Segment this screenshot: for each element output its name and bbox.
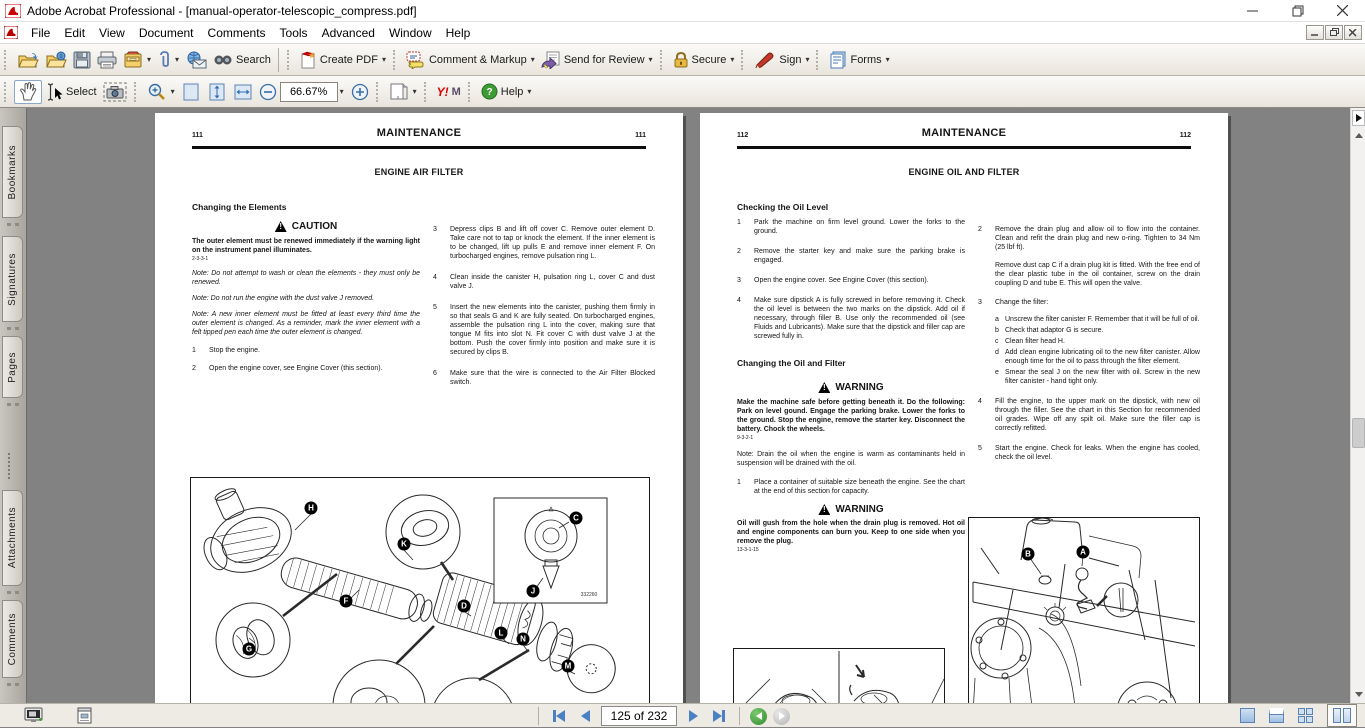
step-number: 4 — [737, 297, 741, 304]
select-tool-button[interactable] — [42, 80, 100, 104]
previous-view-button[interactable] — [750, 708, 767, 725]
step-text: Remove the drain plug and allow oil to flow into the container. Clean and refit the drain plug and new o-ring. Tighten to 34 Nm (25 lbf ft). — [995, 226, 1200, 251]
step-text: Change the filter: — [995, 299, 1049, 306]
help-button[interactable] — [478, 80, 535, 104]
actual-size-button[interactable] — [178, 80, 204, 104]
step-text: Make sure that the wire is connected to the Air Filter Blocked switch. — [450, 370, 655, 386]
numbered-step — [978, 397, 1200, 433]
help-label: Help — [500, 85, 524, 98]
step-number: 5 — [433, 304, 437, 311]
page-number-left: 112 — [737, 132, 749, 139]
chevron-down-icon: ▾ — [527, 87, 532, 96]
file-toolbar — [0, 44, 1365, 76]
toolbar-grip[interactable] — [4, 50, 9, 70]
tab-attachments-label: Attachments — [7, 507, 18, 569]
step-text: Make sure dipstick A is fully screwed in before removing it. Check the oil level is between the two marks on the dipstick. Add oil if necessary, through filler B. Use only the recommended oil (see Fluids and Lubricants). Make sure that the dipstick and filler cap are screwed fully in. — [754, 297, 965, 340]
subsection-heading: Changing the Oil and Filter — [737, 358, 846, 368]
lettered-substep — [978, 368, 1200, 386]
substep-letter: d — [995, 349, 999, 356]
diagram-label: N — [517, 633, 530, 646]
step-text: Open the engine cover, see Engine Cover (this section). — [209, 365, 383, 372]
menu-view[interactable]: View — [99, 25, 125, 40]
pdf-page-111 — [155, 113, 683, 703]
facing-layout-button-selected[interactable] — [1327, 704, 1357, 727]
substep-letter: a — [995, 316, 999, 323]
comment-markup-button[interactable] — [403, 48, 538, 72]
numbered-step — [737, 296, 965, 341]
tab-attachments[interactable] — [2, 490, 23, 586]
numbered-step — [737, 247, 965, 265]
yahoo-messenger-button[interactable] — [434, 80, 464, 104]
tab-comments[interactable] — [2, 600, 23, 678]
substep-letter: c — [995, 338, 999, 345]
window-title: Adobe Acrobat Professional - [manual-operator-telescopic_compress.pdf] — [27, 3, 417, 18]
warning-text: Make the machine safe before getting beneath it. Do the following: Park on level gound. Engage the parking brake. Lower the forks to the ground. Stop the engine, remove the starter key. Disconnect the battery. Chock the wheels. — [737, 399, 965, 433]
lettered-substep — [978, 326, 1200, 335]
step-text: Start the engine. Check for leaks. When the engine has cooled, check the oil level. — [995, 445, 1200, 461]
close-button[interactable] — [1320, 0, 1365, 22]
procedure-ref: 13-3-1-15 — [737, 547, 759, 553]
previous-page-button[interactable] — [575, 707, 595, 725]
last-page-button[interactable] — [709, 707, 729, 725]
snapshot-tool-button[interactable] — [100, 80, 130, 104]
numbered-step — [737, 218, 965, 236]
scrollbar-thumb[interactable] — [1352, 418, 1365, 448]
secure-button[interactable] — [670, 48, 738, 72]
step-number: 4 — [978, 398, 982, 405]
menu-window[interactable]: Window — [388, 25, 432, 40]
reading-mode-icon[interactable] — [77, 707, 92, 724]
tab-signatures-label: Signatures — [7, 252, 18, 306]
page-navigation — [534, 704, 790, 728]
open-button[interactable] — [14, 48, 42, 72]
numbered-step — [192, 364, 420, 373]
numbered-step — [433, 303, 655, 357]
mdi-minimize-button[interactable] — [1306, 25, 1324, 40]
note-text: Note: Do not attempt to wash or clean the elements - they must only be renewed. — [192, 270, 420, 286]
print-button[interactable] — [94, 48, 120, 72]
section-title: ENGINE OIL AND FILTER — [908, 167, 1020, 177]
step-text: Fill the engine, to the upper mark on the dipstick, with new oil through the filler. See the chart in this Section for recommended oil grades. Wipe off any spilt oil. Make sure the filler cap is correctly refitted. — [995, 398, 1200, 432]
diagram-label: A — [1077, 546, 1090, 559]
select-tool-label: Select — [66, 85, 97, 98]
toolbar-grip[interactable] — [741, 50, 746, 70]
running-header: MAINTENANCE — [376, 127, 462, 139]
step-text: Clean inside the canister H, pulsation ring L, cover C and dust valve J. — [450, 274, 655, 290]
substep-text: Unscrew the filter canister F. Remember that it will be full of oil. — [1005, 316, 1200, 323]
email-button[interactable] — [182, 48, 210, 72]
single-page-layout-button[interactable] — [1240, 708, 1255, 723]
numbered-step — [433, 225, 655, 261]
step-text: Remove dust cap C if a drain plug kit is fitted. With the free end of the clear plastic tube in the oil container, screw on the drain coupling D and tube E. This will open the valve. — [995, 262, 1200, 287]
menu-comments[interactable]: Comments — [207, 25, 266, 40]
diagram-label: C — [570, 512, 583, 525]
section-title: ENGINE AIR FILTER — [374, 167, 464, 177]
step-number: 2 — [978, 226, 982, 233]
step-number: 2 — [737, 248, 741, 255]
step-number: 1 — [737, 219, 741, 226]
procedure-ref: 2-3-3-1 — [192, 256, 209, 262]
page111-left-column — [192, 203, 420, 373]
subsection-heading: Changing the Elements — [192, 202, 287, 212]
zoom-tool-button[interactable] — [144, 80, 178, 104]
diagram-label: H — [305, 502, 318, 515]
scroll-up-button[interactable] — [1351, 128, 1365, 142]
search-button[interactable] — [210, 48, 274, 72]
page-layout-button[interactable] — [386, 80, 420, 104]
tab-pages[interactable] — [2, 336, 23, 398]
warning-triangle-icon — [818, 504, 830, 515]
step-number: 3 — [737, 277, 741, 284]
diagram-label: K — [398, 538, 411, 551]
numbered-step — [978, 225, 1200, 252]
zoom-level-value: 66.67% — [289, 85, 328, 98]
title-bar — [0, 0, 1365, 22]
page-number-left: 111 — [192, 132, 203, 139]
page-number-right: 111 — [635, 132, 646, 139]
acrobat-app-icon — [5, 4, 21, 18]
zoom-in-button[interactable] — [348, 80, 372, 104]
status-bar — [0, 703, 1365, 727]
pdf-page-112 — [700, 113, 1228, 703]
next-view-button[interactable] — [773, 708, 790, 725]
page-number-field[interactable] — [601, 706, 677, 726]
hide-pane-button[interactable] — [1352, 110, 1365, 126]
substep-text: Add clean engine lubricating oil to the new filter canister. Allow enough time for the oil to pass through the filter element. — [1005, 349, 1200, 365]
acrobat-doc-icon — [4, 26, 18, 39]
hand-tool-button[interactable] — [14, 80, 42, 104]
vertical-scrollbar[interactable] — [1350, 108, 1365, 703]
step-number: 6 — [433, 370, 437, 377]
step-text: Remove the starter key and make sure the parking brake is engaged. — [754, 248, 965, 264]
substep-text: Smear the seal J on the new filter with oil. Screw in the new filter canister - hand tight only. — [1005, 369, 1200, 385]
chevron-down-icon: ▾ — [381, 55, 386, 64]
zoom-out-button[interactable] — [256, 80, 280, 104]
chevron-down-icon: ▾ — [175, 55, 180, 64]
lettered-substep — [978, 348, 1200, 366]
numbered-step — [978, 444, 1200, 462]
warning-triangle-icon — [818, 382, 830, 393]
view-toolbar — [0, 76, 1365, 108]
air-filter-diagram — [190, 477, 650, 703]
menu-document[interactable]: Document — [138, 25, 194, 40]
attach-button[interactable] — [154, 48, 182, 72]
chevron-down-icon: ▾ — [648, 55, 653, 64]
drain-plug-illustration — [734, 649, 944, 703]
substep-letter: e — [995, 369, 999, 376]
warning-label: WARNING — [835, 382, 884, 393]
numbered-step — [433, 273, 655, 291]
caution-text: The outer element must be renewed immediately if the warning light on the instrument panel illuminates. — [192, 238, 420, 254]
save-button[interactable] — [70, 48, 94, 72]
navigation-pane-tabs — [0, 108, 27, 703]
procedure-ref: 9-3-2-1 — [737, 435, 754, 441]
drain-plug-diagram — [733, 648, 945, 703]
search-label: Search — [236, 53, 271, 66]
organizer-button[interactable] — [120, 48, 154, 72]
step-number: 1 — [192, 347, 196, 354]
minimize-button[interactable] — [1230, 0, 1275, 22]
step-number: 3 — [978, 299, 982, 306]
toolbar-grip[interactable] — [468, 82, 473, 102]
page-number-right: 112 — [1179, 132, 1191, 139]
toolbar-grip[interactable] — [134, 82, 139, 102]
open-web-button[interactable] — [42, 48, 70, 72]
create-pdf-label: Create PDF — [319, 53, 378, 66]
tab-comments-label: Comments — [7, 612, 18, 666]
secure-label: Secure — [691, 53, 727, 66]
tab-signatures[interactable] — [2, 236, 23, 322]
toolbar-grip[interactable] — [816, 50, 821, 70]
svg-text:?: ? — [486, 87, 493, 98]
step-text: Open the engine cover. See Engine Cover (this section). — [754, 277, 929, 284]
step-number: 4 — [433, 274, 437, 281]
step-number: 2 — [192, 365, 196, 372]
header-rule — [192, 146, 646, 149]
substep-text: Clean filter head H. — [1005, 338, 1065, 345]
diagram-label: D — [458, 600, 471, 613]
header-rule — [737, 146, 1191, 149]
chevron-down-icon: ▾ — [730, 55, 735, 64]
mdi-restore-button[interactable] — [1325, 25, 1343, 40]
lettered-substep — [978, 337, 1200, 346]
expand-right-icon — [1356, 114, 1362, 122]
step-number: 3 — [433, 226, 437, 233]
next-page-button[interactable] — [683, 707, 703, 725]
caution-label: CAUTION — [291, 221, 338, 232]
chevron-down-icon: ▾ — [530, 55, 535, 64]
toolbar-grip[interactable] — [660, 50, 665, 70]
tab-pages-label: Pages — [7, 351, 18, 383]
page-layout-switcher — [1240, 704, 1357, 727]
running-header: MAINTENANCE — [921, 127, 1007, 139]
send-for-review-button[interactable] — [538, 48, 656, 72]
forms-button[interactable] — [826, 48, 892, 72]
note-text: Note: Do not run the engine with the dust valve J removed. — [192, 295, 375, 302]
chevron-down-icon: ▾ — [885, 55, 890, 64]
first-page-button[interactable] — [549, 707, 569, 725]
diagram-label: F — [340, 595, 353, 608]
ym-label-suffix: M — [451, 85, 461, 98]
diagram-label: B — [1022, 548, 1035, 561]
toolbar-grip[interactable] — [287, 50, 292, 70]
air-filter-illustration — [191, 478, 649, 703]
step-continuation — [978, 261, 1200, 288]
sign-button[interactable] — [751, 48, 812, 72]
toolbar-grip[interactable] — [393, 50, 398, 70]
continuous-facing-layout-button[interactable] — [1298, 708, 1313, 723]
step-text: Park the machine on firm level ground. Lower the forks to the ground. — [754, 219, 965, 235]
toolbar-grip[interactable] — [376, 82, 381, 102]
step-text: Stop the engine. — [209, 347, 260, 354]
numbered-step — [737, 276, 965, 285]
fit-width-button[interactable] — [230, 80, 256, 104]
create-pdf-button[interactable] — [297, 48, 389, 72]
page112-left-column — [737, 203, 965, 553]
diagram-label: L — [495, 627, 508, 640]
chevron-down-icon: ▾ — [805, 55, 810, 64]
figure-ref-number: 332260 — [580, 592, 598, 598]
tab-bookmarks-label: Bookmarks — [7, 144, 18, 200]
note-text: Note: A new inner element must be fitted at least every third time the outer element is changed. As a reminder, mark the inner element with a felt tipped pen each time the outer element is changed. — [192, 311, 420, 336]
step-number: 5 — [978, 445, 982, 452]
restore-button[interactable] — [1275, 0, 1320, 22]
zoom-dropdown-icon[interactable]: ▾ — [339, 87, 344, 96]
menu-advanced[interactable]: Advanced — [321, 25, 375, 40]
toolbar-grip[interactable] — [424, 82, 429, 102]
numbered-step — [192, 346, 420, 355]
ym-label-prefix: Y! — [436, 84, 449, 99]
page112-right-column — [978, 225, 1200, 462]
fit-page-button[interactable] — [204, 80, 230, 104]
sign-label: Sign — [779, 53, 802, 66]
substep-letter: b — [995, 327, 999, 334]
engine-oil-diagram — [968, 517, 1200, 703]
step-text: Depress clips B and lift off cover C. Remove outer element D. Take care not to tap or knock the element. If the inner element is to be changed, lift up pulls E and remove inner element F. On turbocharged engines, remove pulsation ring L. — [450, 226, 655, 260]
chevron-down-icon: ▾ — [147, 55, 152, 64]
toolbar-separator — [278, 48, 279, 72]
continuous-layout-button[interactable] — [1269, 708, 1284, 723]
diagram-label: M — [562, 660, 575, 673]
mdi-window-controls — [1306, 25, 1362, 40]
subsection-heading: Checking the Oil Level — [737, 202, 829, 212]
step-number: 1 — [737, 479, 741, 486]
menu-bar — [0, 22, 1365, 44]
numbered-step — [978, 298, 1200, 307]
warning-triangle-icon — [275, 221, 287, 232]
toolbar-grip[interactable] — [4, 82, 9, 102]
forms-label: Forms — [850, 53, 882, 66]
step-text: Insert the new elements into the canister, pushing them firmly in so that seals G and K are fully seated. On turbocharged engines, assemble the pulsation ring L into the cover, making sure that tongue M fits into slot N. Fit cover C with dust valve J at the bottom. Push the cover firmly into position and make sure it is secured by clips B. — [450, 304, 655, 356]
diagram-label: G — [243, 643, 256, 656]
warning-label: WARNING — [835, 504, 884, 515]
note-text: Note: Drain the oil when the engine is warm as contaminants held in suspension will be drained with the oil. — [737, 451, 965, 467]
menu-file[interactable]: File — [31, 25, 51, 40]
warning-text: Oil will gush from the hole when the drain plug is removed. Hot oil and engine components can burn you. Keep to one side when you remove the plug. — [737, 520, 965, 545]
menu-edit[interactable]: Edit — [64, 25, 86, 40]
menu-help[interactable]: Help — [445, 25, 471, 40]
page111-right-column — [433, 225, 655, 387]
menu-tools[interactable]: Tools — [279, 25, 308, 40]
document-pane[interactable] — [27, 108, 1350, 703]
lettered-substep — [978, 315, 1200, 324]
numbered-step — [433, 369, 655, 387]
scroll-down-button[interactable] — [1351, 687, 1365, 701]
step-text: Place a container of suitable size beneath the engine. See the chart at the end of this section for capacity. — [754, 479, 965, 495]
chevron-down-icon: ▾ — [412, 87, 417, 96]
comment-markup-label: Comment & Markup — [428, 53, 527, 66]
send-for-review-label: Send for Review — [563, 53, 645, 66]
numbered-step — [737, 478, 965, 496]
substep-text: Check that adaptor G is secure. — [1005, 327, 1104, 334]
chevron-down-icon: ▾ — [170, 87, 175, 96]
diagram-label: J — [527, 585, 540, 598]
zoom-level-field[interactable] — [280, 82, 338, 102]
tab-bookmarks[interactable] — [2, 126, 23, 218]
fullscreen-view-icon[interactable] — [24, 707, 43, 724]
mdi-close-button[interactable] — [1344, 25, 1362, 40]
pane-splitter-handle[interactable] — [8, 453, 18, 479]
